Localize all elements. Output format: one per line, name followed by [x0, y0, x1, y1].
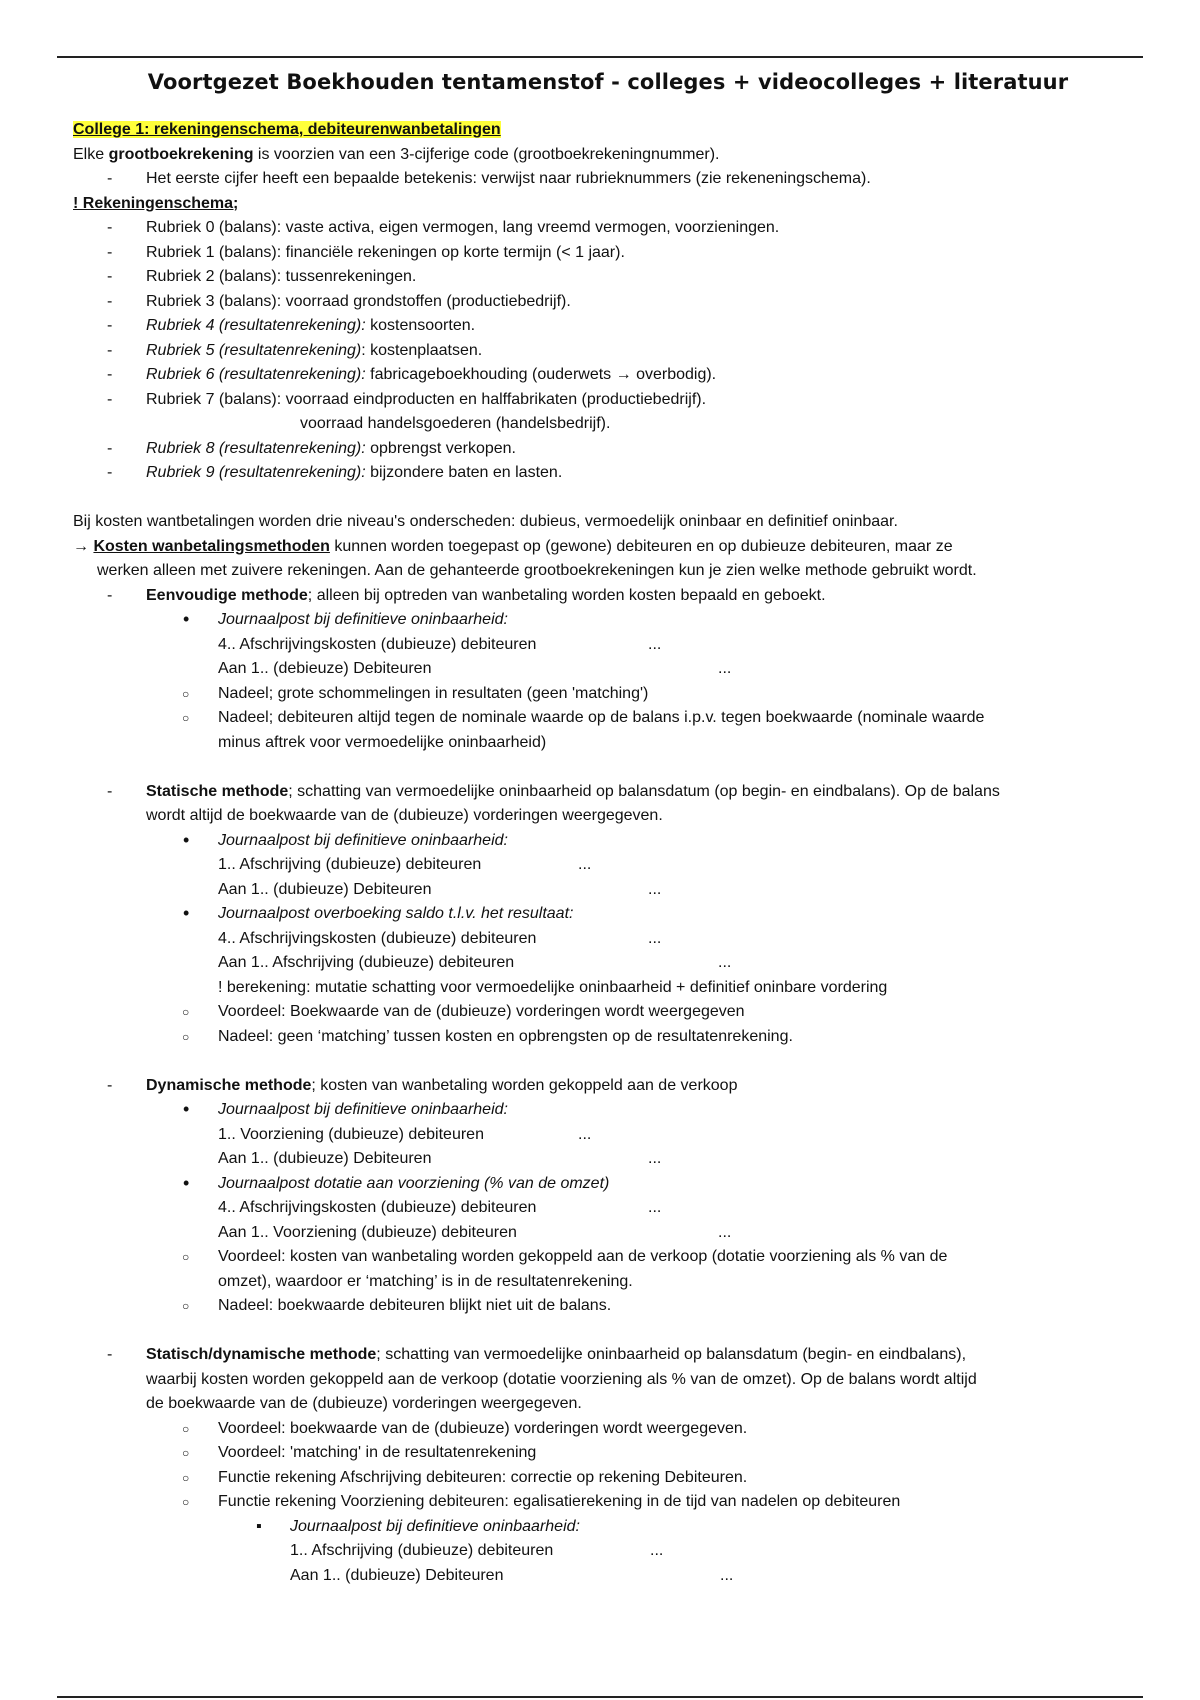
rubriek-item — [73, 339, 1143, 364]
journaalpost-title — [73, 902, 1143, 927]
rubriek-text: fabricageboekhouding (ouderwets → overbodig). — [365, 366, 717, 383]
journaalpost-credit — [73, 1564, 1143, 1589]
jp-account: 1.. Voorziening (dubieuze) debiteuren — [218, 1125, 484, 1143]
rubriek-continuation: voorraad handelsgoederen (handelsbedrijf). — [300, 415, 611, 432]
voordeel-item: ○ Voordeel: boekwaarde van de (dubieuze) vorderingen wordt weergegeven. — [73, 1417, 1143, 1442]
jp-account: Aan 1.. Afschrijving (dubieuze) debiteuren — [218, 954, 515, 971]
jp-title-text: Journaalpost bij definitieve oninbaarheid: — [218, 831, 508, 849]
jp-amount: ... — [648, 1199, 662, 1216]
jp-account: 1.. Afschrijving (dubieuze) debiteuren — [218, 856, 482, 873]
rubriek-label: Rubriek 2 (balans): — [146, 268, 282, 285]
method-desc: ; alleen bij optreden van wanbetaling worden kosten bepaald en geboekt. — [307, 586, 826, 604]
journaalpost-credit — [73, 951, 1143, 976]
method-desc-continuation: wordt altijd de boekwaarde van de (dubieuze) vorderingen weergegeven. — [146, 807, 663, 824]
nadeel-item: ○ Nadeel; debiteuren altijd tegen de nominale waarde op de balans i.p.v. tegen boekwaarde (nominale waarde — [73, 706, 1143, 731]
journaalpost-debit — [73, 853, 1143, 878]
method-desc: ; kosten van wanbetaling worden gekoppeld aan de verkoop — [311, 1076, 738, 1094]
jp-title-text: Journaalpost dotatie aan voorziening (% van de omzet) — [218, 1174, 610, 1192]
jp-account: 1.. Afschrijving (dubieuze) debiteuren — [290, 1542, 554, 1559]
journaalpost-title — [73, 1098, 1143, 1123]
statisch-dynamische-methode — [73, 1343, 1143, 1368]
jp-account: Aan 1.. (dubieuze) Debiteuren — [218, 880, 432, 898]
top-rule — [57, 56, 1143, 58]
college-heading: College 1: rekeningenschema, debiteurenwanbetalingen — [73, 121, 501, 138]
journaalpost-credit — [73, 878, 1143, 903]
rubriek-text: opbrengst verkopen. — [365, 439, 516, 457]
voordeel-item: ○ Voordeel: Boekwaarde van de (dubieuze) vorderingen wordt weergegeven — [73, 1000, 1143, 1025]
statische-methode — [73, 780, 1143, 805]
rubriek-text: financiële rekeningen op korte termijn (< 1 jaar). — [281, 243, 625, 261]
eenvoudige-methode — [73, 584, 1143, 609]
method-desc: ; schatting van vermoedelijke oninbaarheid op balansdatum (op begin- en eindbalans). Op de balans — [288, 782, 1000, 800]
jp-amount: ... — [718, 954, 732, 971]
jp-account: Aan 1.. (dubieuze) Debiteuren — [290, 1566, 504, 1584]
method-name: Statische methode — [146, 782, 289, 800]
intro-dash: - Het eerste cijfer heeft een bepaalde betekenis: verwijst naar rubrieknummers (zie rekeneningschema). — [73, 167, 1143, 192]
method-name: Eenvoudige methode — [146, 586, 308, 604]
rubriek-item — [73, 363, 1143, 388]
bottom-rule — [57, 1696, 1143, 1698]
intro-line — [73, 143, 1143, 168]
jp-account: Aan 1.. Voorziening (dubieuze) debiteuren — [218, 1223, 517, 1241]
rubriek-text: voorraad grondstoffen (productiebedrijf). — [281, 292, 571, 310]
journaalpost-title — [73, 1515, 1143, 1540]
journaalpost-debit — [73, 1196, 1143, 1221]
spacer — [73, 486, 1143, 511]
rubriek-label: Rubriek 1 (balans): — [146, 243, 282, 261]
journaalpost-debit — [73, 1123, 1143, 1148]
rubriek-label: Rubriek 4 (resultatenrekening): — [146, 317, 366, 334]
jp-amount: ... — [718, 1223, 732, 1241]
voordeel-continuation: omzet), waardoor er ‘matching’ is in de resultatenrekening. — [218, 1272, 633, 1290]
jp-title-text: Journaalpost bij definitieve oninbaarheid: — [218, 611, 508, 628]
jp-amount: ... — [650, 1542, 664, 1559]
jp-amount: ... — [720, 1566, 734, 1584]
journaalpost-credit — [73, 657, 1143, 682]
nadeel-continuation: minus aftrek voor vermoedelijke oninbaarheid) — [218, 733, 547, 751]
rubriek-item — [73, 314, 1143, 339]
dynamische-methode — [73, 1074, 1143, 1099]
nadeel-item: ○ Nadeel: boekwaarde debiteuren blijkt niet uit de balans. — [73, 1294, 1143, 1319]
intro-post: is voorzien van een 3-cijferige code (grootboekrekeningnummer). — [253, 145, 720, 163]
methoden-heading: Kosten wanbetalingsmethoden — [93, 537, 330, 555]
document-title: Voortgezet Boekhouden tentamenstof - colleges + videocolleges + literatuur — [147, 70, 1069, 94]
rubriek-item — [73, 265, 1143, 290]
journaalpost-title — [73, 1172, 1143, 1197]
method-name: Statisch/dynamische methode — [146, 1346, 377, 1363]
journaalpost-debit — [73, 927, 1143, 952]
jp-account: Aan 1.. (dubieuze) Debiteuren — [218, 1150, 432, 1167]
rubriek-text: : kostenplaatsen. — [361, 341, 483, 359]
jp-account: 4.. Afschrijvingskosten (dubieuze) debiteuren — [218, 635, 537, 653]
rubriek-label: Rubriek 7 (balans): — [146, 390, 282, 408]
spacer — [73, 755, 1143, 780]
rubriek-item — [73, 461, 1143, 486]
berekening-note: ! berekening: mutatie schatting voor vermoedelijke oninbaarheid + definitief oninbare vordering — [218, 978, 888, 996]
jp-title-text: Journaalpost bij definitieve oninbaarheid: — [290, 1517, 580, 1535]
spacer — [73, 1049, 1143, 1074]
rubriek-text: vaste activa, eigen vermogen, lang vreemd vermogen, voorzieningen. — [281, 219, 780, 236]
jp-account: 4.. Afschrijvingskosten (dubieuze) debiteuren — [218, 1199, 537, 1216]
rubriek-text: kostensoorten. — [365, 317, 476, 334]
document-page — [73, 60, 1143, 1588]
method-desc-continuation: waarbij kosten worden gekoppeld aan de verkoop (dotatie voorziening als % van de omzet). Op de balans wordt altijd — [146, 1370, 977, 1388]
rubriek-label: Rubriek 9 (resultatenrekening): — [146, 464, 366, 481]
jp-amount: ... — [718, 660, 732, 677]
rubriek-item — [73, 388, 1143, 413]
jp-account: Aan 1.. (debieuze) Debiteuren — [218, 660, 432, 677]
journaalpost-credit — [73, 1221, 1143, 1246]
spacer — [73, 1319, 1143, 1344]
voordeel-item: ○ Voordeel: 'matching' in de resultatenrekening — [73, 1441, 1143, 1466]
arrow-icon: → — [73, 537, 94, 555]
schema-heading: ! Rekeningenschema; — [73, 194, 239, 212]
jp-amount: ... — [578, 856, 592, 873]
method-desc: ; schatting van vermoedelijke oninbaarheid op balansdatum (begin- en eindbalans), — [376, 1346, 967, 1363]
wanbetaling-intro: Bij kosten wantbetalingen worden drie niveau's onderscheden: dubieus, vermoedelijk oninbaar en definitief oninbaar. — [73, 513, 898, 530]
nadeel-item: ○ Nadeel; grote schommelingen in resultaten (geen 'matching') — [73, 682, 1143, 707]
jp-amount: ... — [648, 880, 662, 898]
rubriek-text: tussenrekeningen. — [281, 268, 417, 285]
functie-item: ○ Functie rekening Afschrijving debiteuren: correctie op rekening Debiteuren. — [73, 1466, 1143, 1491]
jp-amount: ... — [648, 1150, 662, 1167]
journaalpost-credit — [73, 1147, 1143, 1172]
journaalpost-debit — [73, 1539, 1143, 1564]
college-heading-line — [73, 118, 1143, 143]
voordeel-item: ○ Voordeel: kosten van wanbetaling worden gekoppeld aan de verkoop (dotatie voorziening als % van de — [73, 1245, 1143, 1270]
jp-title-text: Journaalpost overboeking saldo t.l.v. het resultaat: — [218, 905, 574, 922]
rubriek-label: Rubriek 5 (resultatenrekening) — [146, 341, 362, 359]
functie-item: ○ Functie rekening Voorziening debiteuren: egalisatierekening in de tijd van nadelen op debiteuren — [73, 1490, 1143, 1515]
schema-heading-line — [73, 192, 1143, 217]
methoden-intro — [73, 535, 1143, 560]
jp-amount: ... — [648, 929, 662, 947]
rubriek-label: Rubriek 0 (balans): — [146, 219, 282, 236]
journaalpost-title — [73, 829, 1143, 854]
method-name: Dynamische methode — [146, 1076, 312, 1094]
rubriek-item — [73, 241, 1143, 266]
jp-title-text: Journaalpost bij definitieve oninbaarheid: — [218, 1101, 508, 1118]
nadeel-item: ○ Nadeel: geen ‘matching’ tussen kosten en opbrengsten op de resultatenrekening. — [73, 1025, 1143, 1050]
jp-amount: ... — [578, 1125, 592, 1143]
journaalpost-debit — [73, 633, 1143, 658]
jp-account: 4.. Afschrijvingskosten (dubieuze) debiteuren — [218, 929, 537, 947]
rubriek-text: voorraad eindproducten en halffabrikaten (productiebedrijf). — [281, 390, 707, 408]
method-desc-continuation: de boekwaarde van de (dubieuze) vorderingen weergegeven. — [146, 1395, 582, 1412]
rubriek-item — [73, 290, 1143, 315]
rubriek-text: bijzondere baten en lasten. — [365, 464, 563, 481]
rubriek-label: Rubriek 3 (balans): — [146, 292, 282, 310]
jp-amount: ... — [648, 635, 662, 653]
rubriek-label: Rubriek 6 (resultatenrekening): — [146, 366, 366, 383]
journaalpost-title — [73, 608, 1143, 633]
intro-bold: grootboekrekening — [108, 145, 254, 163]
rubriek-item — [73, 437, 1143, 462]
rubriek-item — [73, 216, 1143, 241]
rubriek-label: Rubriek 8 (resultatenrekening): — [146, 439, 366, 457]
methoden-text-1: kunnen worden toegepast op (gewone) debiteuren en op dubieuze debiteuren, maar ze — [329, 537, 953, 555]
methoden-text-2: werken alleen met zuivere rekeningen. Aan de gehanteerde grootboekrekeningen kun je zien welke methode gebruikt wordt. — [97, 562, 977, 579]
intro-pre: Elke — [73, 145, 109, 163]
